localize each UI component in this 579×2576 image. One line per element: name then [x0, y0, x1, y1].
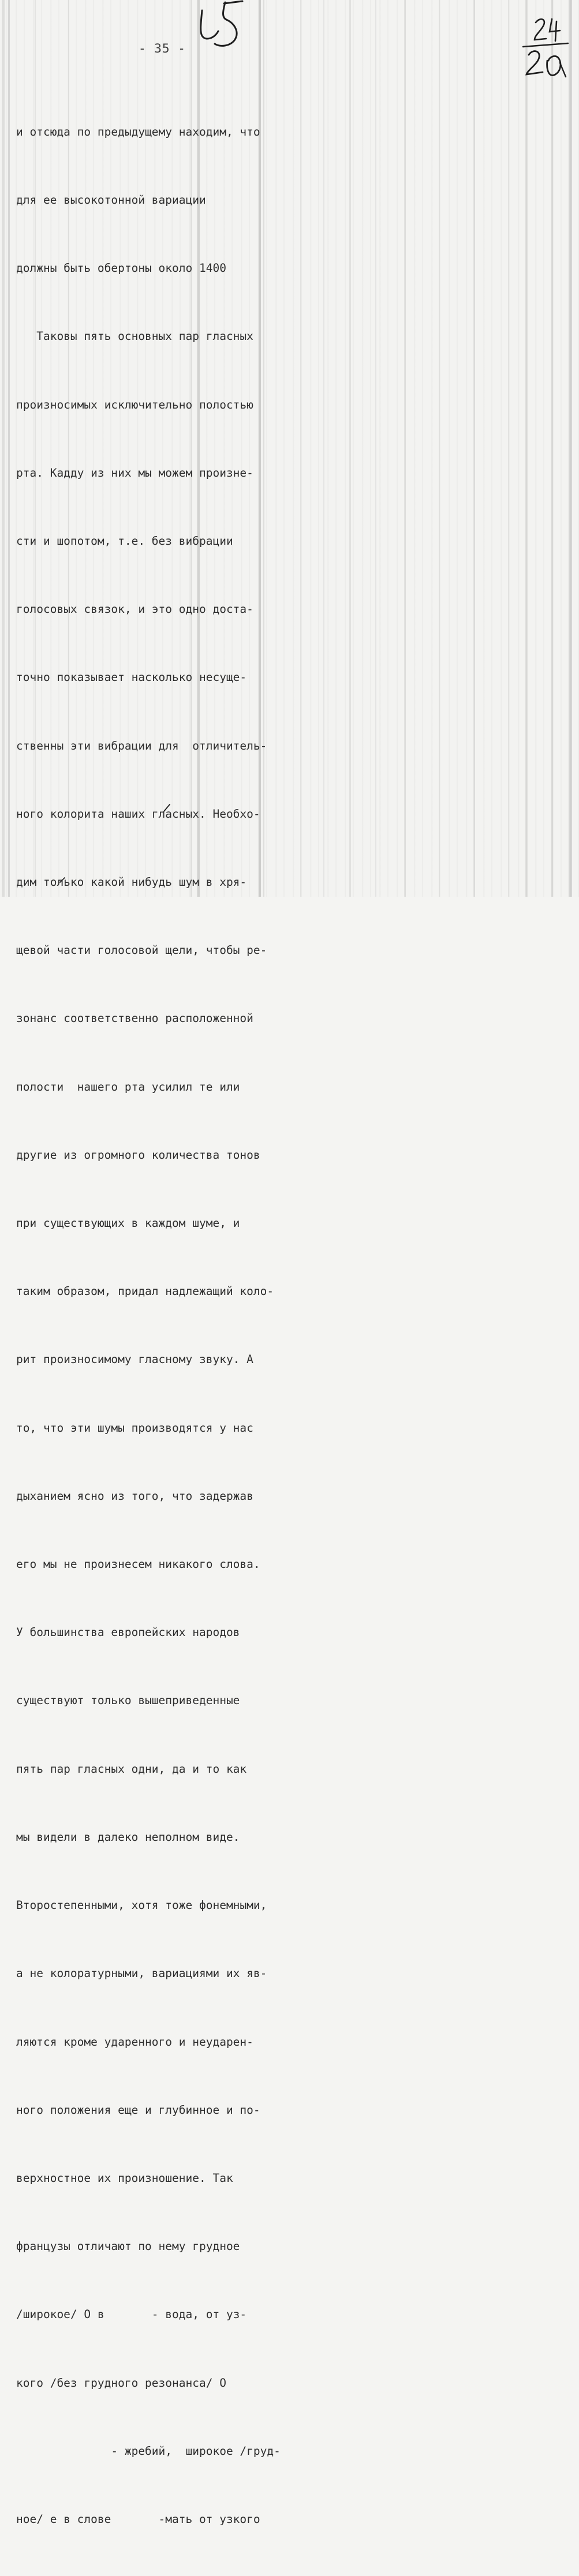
text-line: сти и шопотом, т.е. без вибрации	[16, 534, 233, 548]
handwritten-folio-mark	[520, 14, 571, 84]
text-line: при существующих в каждом шуме, и	[16, 1216, 240, 1230]
text-line: французы отличают по нему грудное	[16, 2240, 240, 2253]
text-line: У большинства европейских народов	[16, 1626, 240, 1639]
text-line: точно показывает насколько несуще-	[16, 671, 247, 684]
scan-streak	[569, 0, 572, 897]
text-line: ного положения еще и глубинное и по-	[16, 2103, 260, 2117]
text-line: дим только какой нибудь шум в хря-	[16, 875, 247, 889]
text-line: кого /без грудного резонанса/ О	[16, 2376, 226, 2390]
scan-streak	[404, 0, 406, 897]
text-line: пять пар гласных одни, да и то как	[16, 1762, 247, 1776]
text-line: произносимых исключительно полостью	[16, 398, 253, 411]
text-line: полости нашего рта усилил те или	[16, 1080, 240, 1094]
text-line: другие из огромного количества тонов	[16, 1148, 260, 1162]
text-line: ляются кроме ударенного и неударен-	[16, 2035, 253, 2049]
text-line: то, что эти шумы производятся у нас	[16, 1421, 253, 1435]
text-line: существуют только вышеприведенные	[16, 1694, 240, 1708]
text-line: зонанс соответственно расположенной	[16, 1012, 253, 1025]
text-line: голосовых связок, и это одно доста-	[16, 602, 253, 616]
text-line: и отсюда по предыдущему находим, что	[16, 125, 260, 138]
text-line: а не колоратурными, вариациями их яв-	[16, 1967, 267, 1980]
text-line: для ее высокотонной вариации	[16, 193, 206, 207]
text-line: ного колорита наших гласных. Необхо-	[16, 807, 260, 821]
body-text	[16, 75, 316, 2576]
scan-streak	[551, 0, 553, 897]
text-line: ственны эти вибрации для отличитель-	[16, 739, 267, 752]
page-number: - 35 -	[139, 42, 186, 55]
text-line: Таковы пять основных пар гласных	[16, 330, 253, 343]
scan-streak	[375, 0, 376, 897]
text-line: дыханием ясно из того, что задержав	[16, 1489, 253, 1503]
text-line: - жребий, широкое /груд-	[16, 2444, 281, 2458]
text-line: ное/ е в слове -мать от узкого	[16, 2512, 260, 2526]
text-line: Второстепенными, хотя тоже фонемными,	[16, 1899, 267, 1912]
text-line: верхностное их произношение. Так	[16, 2171, 233, 2185]
text-line: его мы не произнесем никакого слова.	[16, 1557, 260, 1571]
scan-streak	[439, 0, 440, 897]
text-line: /широкое/ О в - вода, от уз-	[16, 2308, 247, 2322]
scan-streak	[525, 0, 528, 897]
text-line: таким образом, придал надлежащий коло-	[16, 1285, 274, 1298]
scan-streak	[473, 0, 475, 897]
scan-streak	[349, 0, 351, 897]
text-line: должны быть обертоны около 1400	[16, 261, 226, 275]
handwritten-number-mark	[185, 0, 254, 52]
text-line: мы видели в далеко неполном виде.	[16, 1830, 240, 1844]
text-line: рта. Кадду из них мы можем произне-	[16, 466, 253, 480]
text-line: рит произносимому гласному звуку. А	[16, 1353, 253, 1366]
text-line: щевой части голосовой щели, чтобы ре-	[16, 943, 267, 957]
scan-streak	[8, 0, 10, 897]
scan-streak	[323, 0, 324, 897]
scan-streak	[2, 0, 5, 897]
scan-streak	[508, 0, 509, 897]
